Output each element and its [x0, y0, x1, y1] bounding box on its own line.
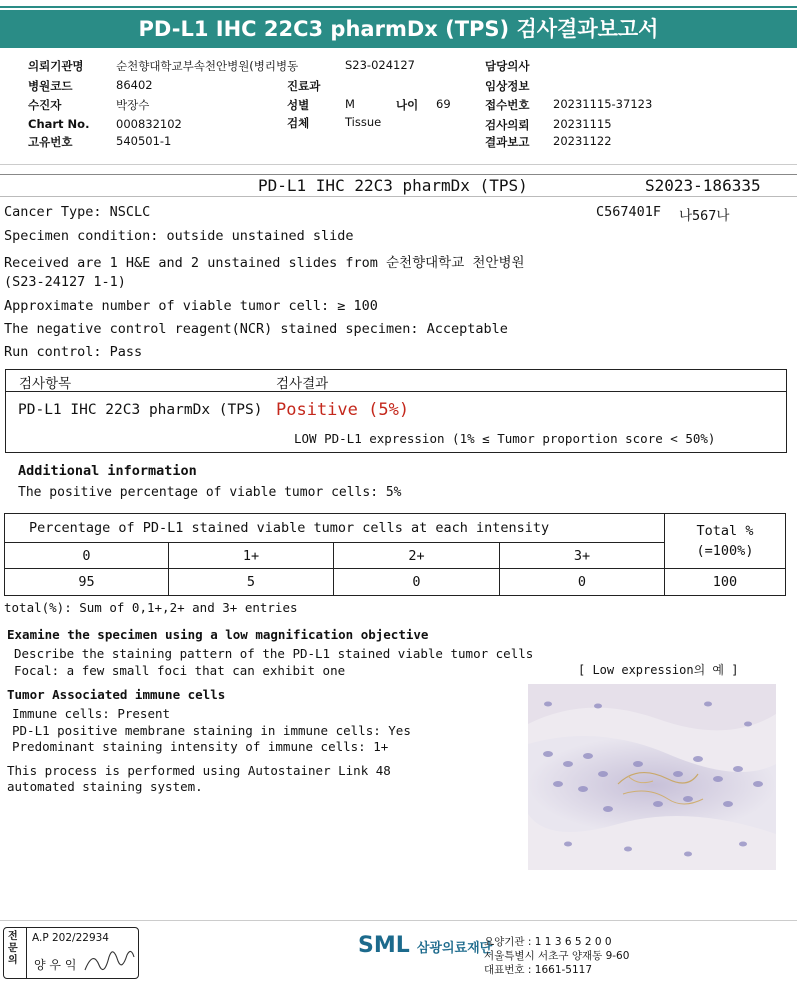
intensity-1-value: 5 — [169, 569, 334, 596]
patient-value: 박장수 — [116, 98, 150, 112]
intensity-table-header: Percentage of PD-L1 stained viable tumor cells at each intensity — [5, 514, 665, 543]
immune-line-3: Predominant staining intensity of immune cells: 1+ — [12, 739, 389, 754]
request-date-value: 20231115 — [553, 117, 612, 131]
hospital-code-label: 병원코드 — [28, 79, 73, 93]
result-item: PD-L1 IHC 22C3 pharmDx (TPS) — [18, 402, 263, 418]
process-line-1: This process is performed using Autostainer Link 48 — [7, 763, 391, 778]
intensity-0-header: 0 — [5, 543, 169, 569]
doctor-label: 담당의사 — [485, 59, 530, 73]
report-date-label: 결과보고 — [485, 135, 530, 149]
chart-no-label: Chart No. — [28, 117, 90, 131]
ap-number: A.P 202/22934 — [32, 932, 109, 944]
tumor-cell-line: Approximate number of viable tumor cell: ≥ 100 — [4, 298, 378, 314]
intensity-3-value: 0 — [500, 569, 665, 596]
title-top-rule — [0, 6, 797, 8]
signature-scribble — [82, 948, 137, 976]
received-line: Received are 1 H&E and 2 unstained slides from 순천향대학교 천안병원 — [4, 255, 525, 271]
specimen-ref-line: (S23-24127 1-1) — [4, 274, 126, 290]
additional-heading: Additional information — [18, 463, 197, 479]
address: 서울특별시 서초구 양재동 9-60 — [484, 950, 630, 962]
cancer-type-line: Cancer Type: NSCLC — [4, 204, 151, 220]
department-label: 진료과 — [287, 79, 321, 93]
intensity-table — [4, 513, 786, 596]
result-box — [5, 369, 787, 453]
signature-box — [3, 927, 139, 979]
immune-line-1: Immune cells: Present — [12, 706, 171, 721]
doctor-name: 양 우 익 — [34, 958, 77, 972]
unique-no-label: 고유번호 — [28, 135, 73, 149]
result-positive: Positive (5%) — [276, 400, 410, 420]
intensity-3-header: 3+ — [500, 543, 665, 569]
patient-label: 수진자 — [28, 98, 62, 112]
org-name: 삼광의료재단 — [416, 941, 493, 956]
chart-no-value: 000832102 — [116, 117, 182, 131]
run-control-line: Run control: Pass — [4, 344, 143, 360]
examine-line-2: Focal: a few small foci that can exhibit one — [14, 663, 346, 678]
sex-value: M — [345, 97, 355, 111]
total-header — [665, 514, 786, 569]
low-expression-example-image — [528, 684, 776, 870]
phone: 대표번호 : 1661-5117 — [484, 964, 593, 976]
sml-logo-text: SML — [358, 933, 410, 958]
ihc-micrograph — [528, 684, 776, 870]
result-expression: LOW PD-L1 expression (1% ≤ Tumor proportion score < 50%) — [294, 431, 716, 446]
examine-line-1: Describe the staining pattern of the PD-L1 stained viable tumor cells — [14, 646, 534, 661]
result-box-header-rule — [6, 391, 786, 392]
report-title: PD-L1 IHC 22C3 pharmDx (TPS) 검사결과보고서 — [0, 10, 797, 48]
sex-label: 성별 — [287, 98, 310, 112]
specimen-code-2: 나567나 — [679, 208, 730, 224]
request-date-label: 검사의뢰 — [485, 118, 530, 132]
intensity-2-header: 2+ — [334, 543, 500, 569]
intensity-1-header: 1+ — [169, 543, 334, 569]
specimen-id-value: S23-024127 — [345, 58, 415, 72]
age-value: 69 — [436, 97, 451, 111]
specimen-label: 검체 — [287, 116, 310, 130]
report-number: S2023-186335 — [645, 176, 761, 195]
total-label: Total % — [696, 523, 754, 539]
result-col-result: 검사결과 — [276, 376, 329, 392]
examine-heading: Examine the specimen using a low magnification objective — [7, 627, 429, 642]
intensity-0-value: 95 — [5, 569, 169, 596]
total-label-sub: (=100%) — [696, 543, 754, 559]
report-heading-rule — [0, 196, 797, 197]
footer-rule — [0, 920, 797, 921]
image-caption: [ Low expression의 예 ] — [578, 663, 739, 677]
receipt-no-label: 접수번호 — [485, 98, 530, 112]
intensity-2-value: 0 — [334, 569, 500, 596]
receipt-no-value: 20231115-37123 — [553, 97, 653, 111]
hospital-code-value: 86402 — [116, 78, 153, 92]
specimen-code: C567401F — [596, 204, 662, 220]
agency-code: 요양기관 : 1 1 3 6 5 2 0 0 — [484, 936, 612, 948]
hospital-value: 순천향대학교부속천안병원(병리병동 — [116, 59, 299, 73]
hospital-label: 의뢰기관명 — [28, 59, 84, 73]
unique-no-value: 540501-1 — [116, 134, 172, 148]
sml-logo — [358, 933, 492, 958]
report-top-rule — [0, 174, 797, 175]
test-name-heading: PD-L1 IHC 22C3 pharmDx (TPS) — [258, 176, 528, 195]
additional-text: The positive percentage of viable tumor cells: 5% — [18, 485, 402, 500]
result-col-item: 검사항목 — [19, 376, 72, 392]
immune-line-2: PD-L1 positive membrane staining in immune cells: Yes — [12, 723, 411, 738]
specialist-label: 전문의 — [8, 931, 18, 966]
report-date-value: 20231122 — [553, 134, 612, 148]
ncr-line: The negative control reagent(NCR) stained specimen: Acceptable — [4, 321, 508, 337]
immune-heading: Tumor Associated immune cells — [7, 687, 226, 702]
clinical-info-label: 임상정보 — [485, 79, 530, 93]
specimen-condition-line: Specimen condition: outside unstained slide — [4, 228, 354, 244]
total-value: 100 — [665, 569, 786, 596]
signature-divider — [26, 928, 27, 978]
header-divider — [0, 164, 797, 165]
total-note: total(%): Sum of 0,1+,2+ and 3+ entries — [4, 600, 298, 615]
specimen-value: Tissue — [345, 115, 382, 129]
age-label: 나이 — [396, 98, 419, 112]
process-line-2: automated staining system. — [7, 779, 203, 794]
